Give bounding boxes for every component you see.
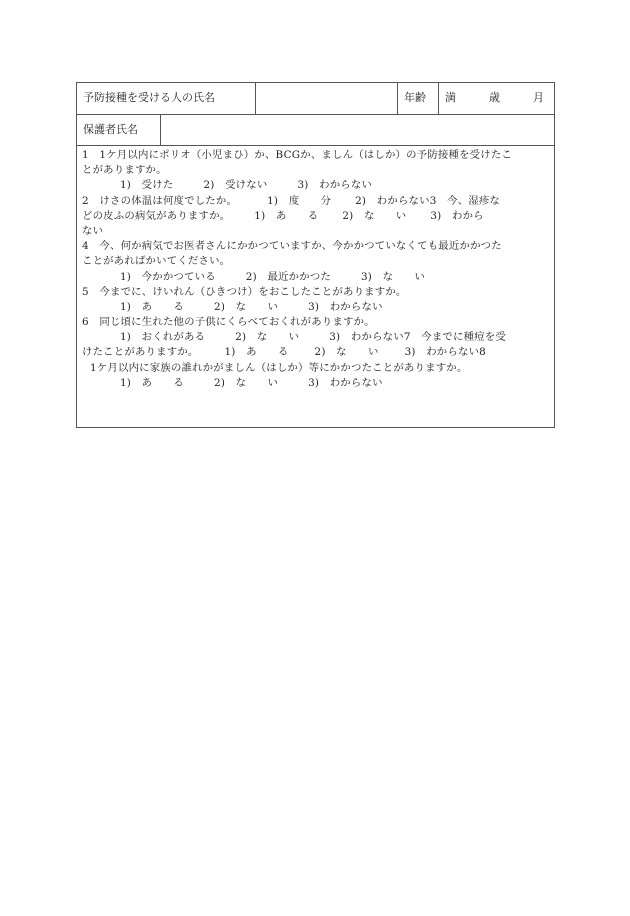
questions-section [77,146,554,391]
q1-option-2[interactable]: 2) 受けない [203,179,268,192]
q3-option-2[interactable]: 2) な い [342,209,407,222]
question-1-text-cont: とがありますか。 [82,164,167,177]
q1-option-3[interactable]: 3) わからない [297,179,373,192]
question-3-text: 3 今、湿疹な [429,194,501,207]
q2-option-2[interactable]: 2) わからない [355,194,430,207]
header-row-subject [77,83,554,115]
q3-option-1[interactable]: 1) あ る [254,209,319,222]
q2-option-1[interactable]: 1) 度 分 [267,194,332,207]
q7-option-3[interactable]: 3) わからない [404,346,480,359]
question-1-options [82,178,549,193]
age-years-unit: 歳 [489,91,500,104]
question-7-text: 7 今までに種痘を受 [403,331,506,344]
q7-option-1[interactable]: 1) あ る [224,346,289,359]
question-8-options [82,376,549,391]
question-5-options [82,300,549,315]
question-5-text: 5 今までに、けいれん（ひきつけ）をおこしたことがありますか。 [82,285,407,298]
q3-option-3-cont: ない [82,224,104,237]
q6-option-3[interactable]: 3) わからない [329,331,404,344]
question-4-text: 4 今、何か病気でお医者さんにかかつていますか、今かかつていなくても最近かかつた [82,240,502,253]
vaccination-questionnaire-form [76,82,555,428]
q1-option-1[interactable]: 1) 受けた [120,179,174,192]
q7-option-2[interactable]: 2) な い [314,346,379,359]
q4-option-2[interactable]: 2) 最近かかつた [245,270,331,283]
header-row-guardian [77,115,554,146]
question-2-text: 2 けさの体温は何度でしたか。 [82,194,238,207]
question-3-text-cont: どの皮ふの病気がありますか。 [82,209,231,222]
q3-option-3[interactable]: 3) わから [430,209,484,222]
age-prefix: 満 [445,91,456,104]
guardian-name-label: 保護者氏名 [83,123,138,136]
q8-option-2[interactable]: 2) な い [214,376,279,389]
question-6-text: 6 同じ頃に生れた他の子供にくらべておくれがありますか。 [82,316,375,329]
question-7-line [82,345,549,360]
question-6-options [82,330,549,345]
guardian-name-field[interactable] [160,115,556,145]
question-3-line [82,209,549,224]
q5-option-2[interactable]: 2) な い [214,300,279,313]
q6-option-1[interactable]: 1) おくれがある [120,331,206,344]
q4-option-1[interactable]: 1) 今かかつている [120,270,216,283]
question-8-text: 1ケ月以内に家族の誰れかがましん（はしか）等にかかつたことがありますか。 [90,361,468,374]
subject-name-field[interactable] [255,83,397,114]
question-2-line [82,194,549,209]
q5-option-3[interactable]: 3) わからない [308,300,383,313]
question-7-text-cont: けたことがありますか。 [82,346,199,359]
age-label: 年齢 [397,83,438,114]
q8-option-1[interactable]: 1) あ る [120,376,185,389]
question-4-options [82,270,549,285]
subject-name-label: 予防接種を受ける人の氏名 [83,91,215,104]
question-4-text-cont: ことがあればかいてください。 [82,255,231,268]
question-1-text: 1 1ケ月以内にポリオ（小児まひ）か、BCGか、ましん（はしか）の予防接種を受けたこ [82,149,513,161]
q6-option-2[interactable]: 2) な い [235,331,300,344]
q5-option-1[interactable]: 1) あ る [120,300,185,313]
q4-option-3[interactable]: 3) な い [361,270,426,283]
q8-option-3[interactable]: 3) わからない [308,376,383,389]
age-months-unit: 月 [533,91,544,104]
question-8-number: 8 [479,346,486,359]
age-field[interactable] [438,83,556,114]
